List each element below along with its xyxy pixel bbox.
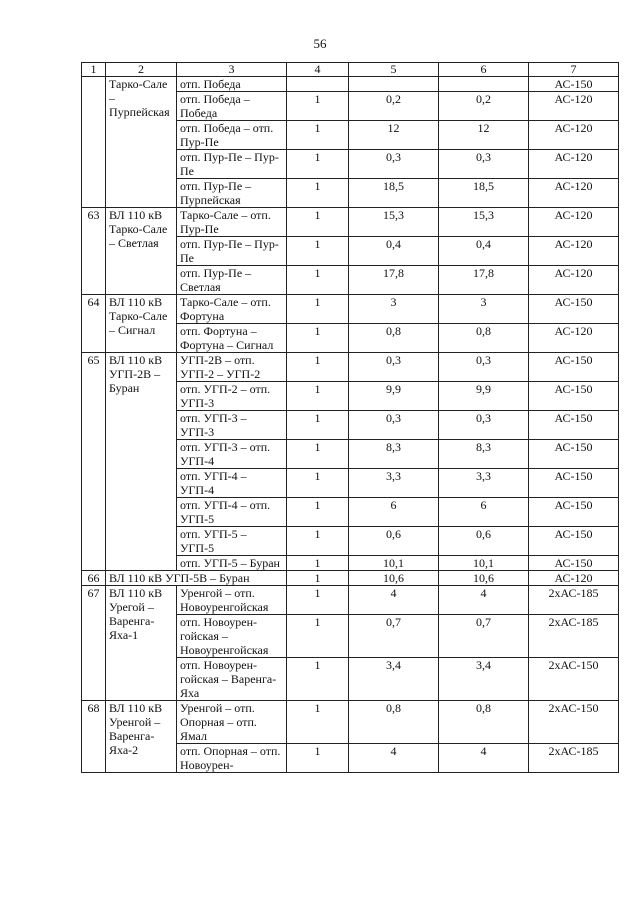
length-cell: 0,2	[439, 92, 529, 121]
circuits-cell: 1	[287, 92, 349, 121]
section-cell: отп. УГП-4 – УГП-4	[177, 469, 287, 498]
wire-brand-cell: АС-150	[529, 411, 619, 440]
length-cell: 8,3	[349, 440, 439, 469]
row-number-cell: 64	[82, 295, 106, 353]
section-cell: отп. Пур-Пе – Пур-Пе	[177, 150, 287, 179]
circuits-cell: 1	[287, 615, 349, 658]
table-body	[82, 63, 619, 773]
circuits-cell: 1	[287, 353, 349, 382]
wire-brand-cell: 2хАС-150	[529, 658, 619, 701]
section-cell: отп. Пур-Пе – Светлая	[177, 266, 287, 295]
section-cell: отп. Победа	[177, 77, 287, 92]
wire-brand-cell: АС-120	[529, 571, 619, 586]
column-number-row	[82, 63, 619, 77]
column-header: 7	[529, 63, 619, 77]
wire-brand-cell: 2хАС-185	[529, 586, 619, 615]
length-cell: 10,6	[439, 571, 529, 586]
length-cell: 15,3	[349, 208, 439, 237]
page-number: 56	[313, 36, 327, 51]
length-cell: 0,6	[349, 527, 439, 556]
length-cell: 3,4	[349, 658, 439, 701]
length-cell: 0,8	[439, 701, 529, 744]
circuits-cell: 1	[287, 411, 349, 440]
line-name-cell: ВЛ 110 кВ Урегой – Варенга-Яха-1	[106, 586, 177, 701]
section-cell: отп. Новоурен-гойская – Новоуренгойская	[177, 615, 287, 658]
length-cell: 0,7	[439, 615, 529, 658]
row-number-cell: 65	[82, 353, 106, 571]
wire-brand-cell: 2хАС-185	[529, 744, 619, 773]
length-cell: 9,9	[439, 382, 529, 411]
length-cell: 4	[349, 586, 439, 615]
section-cell: Уренгой – отп. Новоуренгойская	[177, 586, 287, 615]
length-cell: 17,8	[349, 266, 439, 295]
row-number-cell	[82, 77, 106, 208]
circuits-cell: 1	[287, 658, 349, 701]
length-cell: 4	[349, 744, 439, 773]
length-cell: 0,8	[439, 324, 529, 353]
column-header: 3	[177, 63, 287, 77]
table-row	[82, 571, 619, 586]
column-header: 5	[349, 63, 439, 77]
line-name-cell: ВЛ 110 кВ Тарко-Сале – Светлая	[106, 208, 177, 295]
line-name-cell: ВЛ 110 кВ Тарко-Сале – Сигнал	[106, 295, 177, 353]
power-lines-table	[81, 62, 619, 773]
section-cell: отп. УГП-5 – Буран	[177, 556, 287, 571]
wire-brand-cell: АС-120	[529, 92, 619, 121]
length-cell: 0,3	[439, 150, 529, 179]
column-header: 6	[439, 63, 529, 77]
wire-brand-cell: АС-120	[529, 237, 619, 266]
length-cell: 0,8	[349, 324, 439, 353]
column-header: 4	[287, 63, 349, 77]
circuits-cell: 1	[287, 150, 349, 179]
length-cell: 6	[349, 498, 439, 527]
length-cell: 15,3	[439, 208, 529, 237]
wire-brand-cell: АС-150	[529, 77, 619, 92]
length-cell: 0,4	[439, 237, 529, 266]
length-cell: 0,3	[349, 150, 439, 179]
length-cell: 18,5	[439, 179, 529, 208]
length-cell: 3,3	[439, 469, 529, 498]
wire-brand-cell: 2хАС-150	[529, 701, 619, 744]
circuits-cell: 1	[287, 556, 349, 571]
row-number-cell: 68	[82, 701, 106, 773]
length-cell: 18,5	[349, 179, 439, 208]
circuits-cell: 1	[287, 440, 349, 469]
line-name-cell: ВЛ 110 кВ Уренгой – Варенга-Яха-2	[106, 701, 177, 773]
length-cell: 0,4	[349, 237, 439, 266]
wire-brand-cell: АС-150	[529, 556, 619, 571]
length-cell: 12	[349, 121, 439, 150]
table-row	[82, 353, 619, 382]
line-name-cell: Тарко-Сале – Пурпейская	[106, 77, 177, 208]
table-row	[82, 586, 619, 615]
circuits-cell	[287, 77, 349, 92]
section-cell: УГП-2В – отп. УГП-2 – УГП-2	[177, 353, 287, 382]
section-cell: отп. Фортуна – Фортуна – Сигнал	[177, 324, 287, 353]
length-cell: 3	[349, 295, 439, 324]
wire-brand-cell: АС-150	[529, 353, 619, 382]
length-cell: 4	[439, 586, 529, 615]
circuits-cell: 1	[287, 208, 349, 237]
circuits-cell: 1	[287, 382, 349, 411]
circuits-cell: 1	[287, 121, 349, 150]
section-cell: отп. УГП-5 – УГП-5	[177, 527, 287, 556]
circuits-cell: 1	[287, 324, 349, 353]
length-cell: 3	[439, 295, 529, 324]
wire-brand-cell: АС-120	[529, 266, 619, 295]
length-cell: 8,3	[439, 440, 529, 469]
length-cell: 6	[439, 498, 529, 527]
row-number-cell: 66	[82, 571, 106, 586]
section-cell: отп. УГП-4 – отп. УГП-5	[177, 498, 287, 527]
length-cell: 0,7	[349, 615, 439, 658]
section-cell: отп. УГП-3 – отп. УГП-4	[177, 440, 287, 469]
section-cell: отп. УГП-3 – УГП-3	[177, 411, 287, 440]
wire-brand-cell: АС-150	[529, 382, 619, 411]
circuits-cell: 1	[287, 571, 349, 586]
row-number-cell: 67	[82, 586, 106, 701]
circuits-cell: 1	[287, 469, 349, 498]
circuits-cell: 1	[287, 701, 349, 744]
wire-brand-cell: АС-150	[529, 527, 619, 556]
table-row	[82, 295, 619, 324]
length-cell: 0,3	[349, 411, 439, 440]
section-cell: Тарко-Сале – отп. Фортуна	[177, 295, 287, 324]
section-cell: отп. Победа – Победа	[177, 92, 287, 121]
length-cell: 0,3	[349, 353, 439, 382]
circuits-cell: 1	[287, 237, 349, 266]
wire-brand-cell: АС-150	[529, 440, 619, 469]
section-cell: Тарко-Сале – отп. Пур-Пе	[177, 208, 287, 237]
circuits-cell: 1	[287, 295, 349, 324]
wire-brand-cell: АС-120	[529, 324, 619, 353]
section-cell: отп. Новоурен-гойская – Варенга-Яха	[177, 658, 287, 701]
wire-brand-cell: АС-120	[529, 121, 619, 150]
circuits-cell: 1	[287, 498, 349, 527]
section-cell: отп. Победа – отп. Пур-Пе	[177, 121, 287, 150]
row-number-cell: 63	[82, 208, 106, 295]
section-cell: отп. УГП-2 – отп. УГП-3	[177, 382, 287, 411]
circuits-cell: 1	[287, 179, 349, 208]
circuits-cell: 1	[287, 586, 349, 615]
section-cell: отп. Пур-Пе – Пур-Пе	[177, 237, 287, 266]
wire-brand-cell: АС-150	[529, 498, 619, 527]
length-cell: 17,8	[439, 266, 529, 295]
wire-brand-cell: АС-120	[529, 150, 619, 179]
table-row	[82, 701, 619, 744]
length-cell: 4	[439, 744, 529, 773]
section-cell: Уренгой – отп. Опорная – отп. Ямал	[177, 701, 287, 744]
wire-brand-cell: АС-150	[529, 469, 619, 498]
line-name-cell: ВЛ 110 кВ УГП-2В – Буран	[106, 353, 177, 571]
column-header: 1	[82, 63, 106, 77]
table-row	[82, 208, 619, 237]
length-cell: 0,8	[349, 701, 439, 744]
wire-brand-cell: АС-120	[529, 208, 619, 237]
length-cell	[349, 77, 439, 92]
section-cell: отп. Пур-Пе – Пурпейская	[177, 179, 287, 208]
wire-brand-cell: АС-120	[529, 179, 619, 208]
table-row	[82, 77, 619, 92]
circuits-cell: 1	[287, 744, 349, 773]
length-cell: 0,3	[439, 353, 529, 382]
length-cell: 0,2	[349, 92, 439, 121]
length-cell: 10,6	[349, 571, 439, 586]
length-cell: 0,3	[439, 411, 529, 440]
length-cell: 10,1	[439, 556, 529, 571]
length-cell: 3,4	[439, 658, 529, 701]
wire-brand-cell: АС-150	[529, 295, 619, 324]
column-header: 2	[106, 63, 177, 77]
length-cell: 10,1	[349, 556, 439, 571]
length-cell: 9,9	[349, 382, 439, 411]
circuits-cell: 1	[287, 527, 349, 556]
length-cell: 12	[439, 121, 529, 150]
length-cell: 3,3	[349, 469, 439, 498]
length-cell: 0,6	[439, 527, 529, 556]
line-name-cell: ВЛ 110 кВ УГП-5В – Буран	[106, 571, 287, 586]
circuits-cell: 1	[287, 266, 349, 295]
section-cell: отп. Опорная – отп. Новоурен-	[177, 744, 287, 773]
length-cell	[439, 77, 529, 92]
wire-brand-cell: 2хАС-185	[529, 615, 619, 658]
